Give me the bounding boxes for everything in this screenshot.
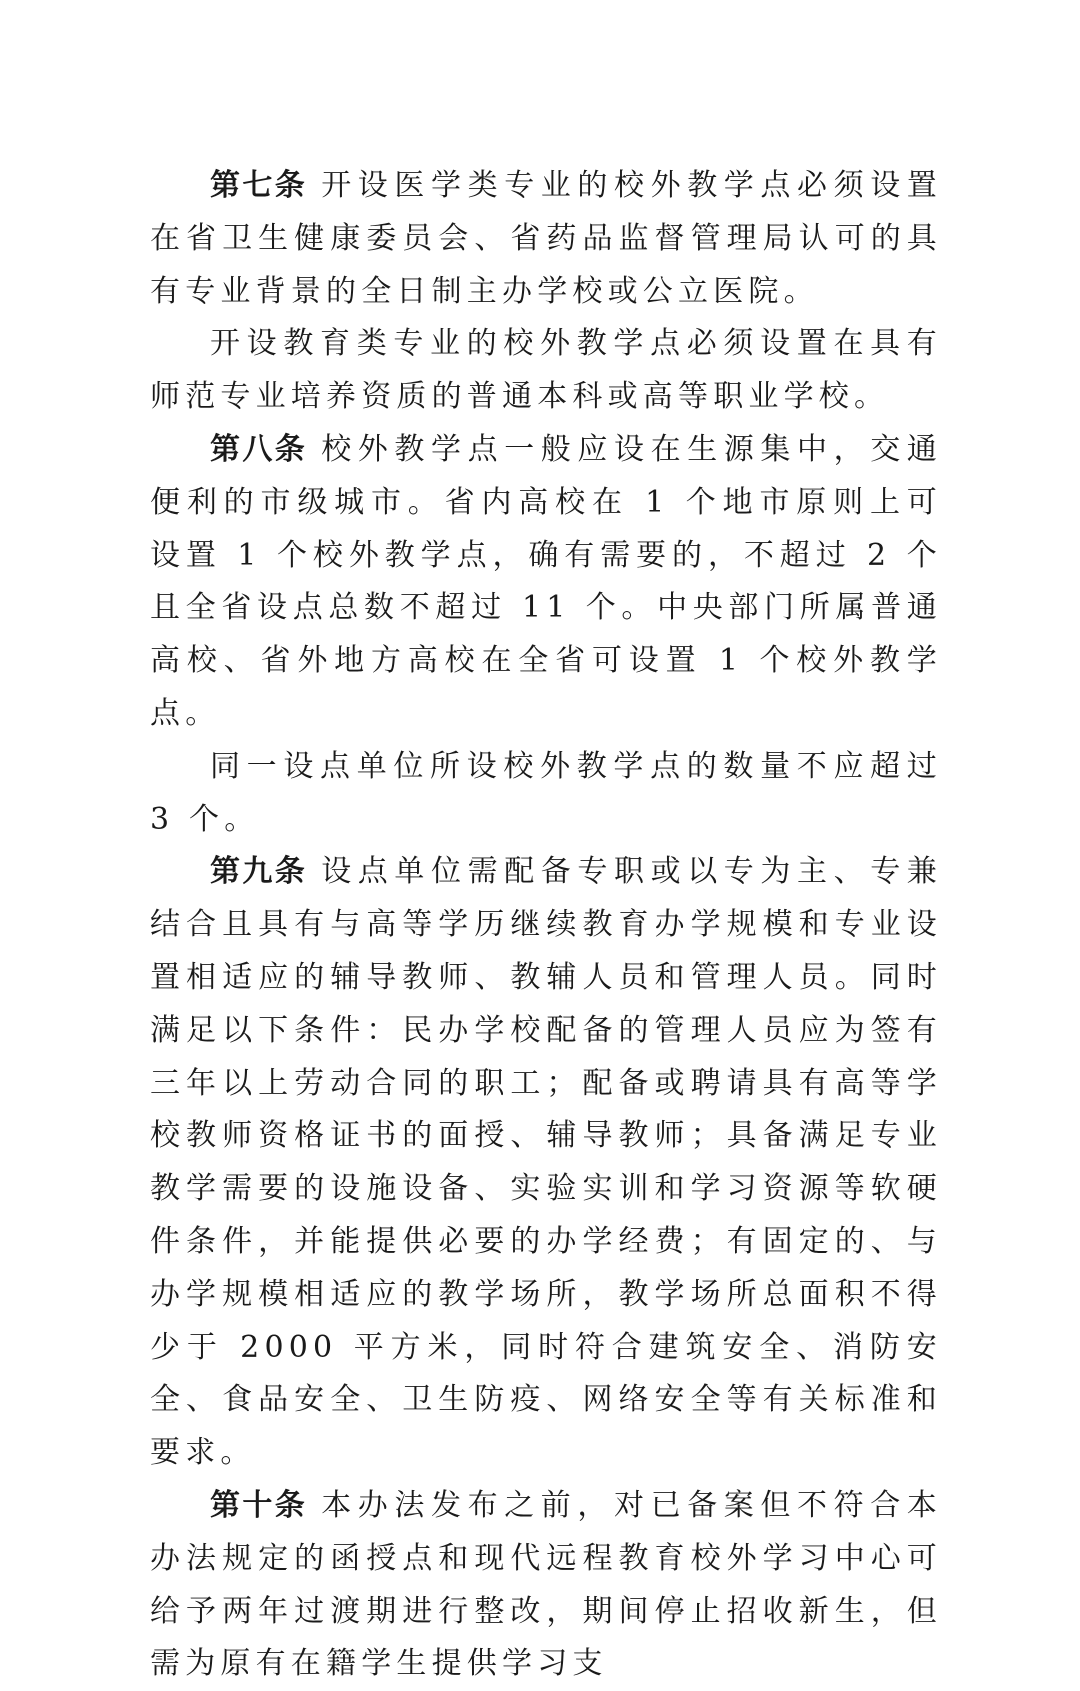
article-number: 第九条: [210, 854, 308, 890]
paragraph-article-10: [150, 1480, 942, 1691]
paragraph-text: 校外教学点一般应设在生源集中，交通便利的市级城市。省内高校在 1 个地市原则上可设置 1 个校外教学点，确有需要的，不超过 2 个且全省设点总数不超过 11 个。中央部门所属普通高校、省外地方高校在全省可设置 1 个校外教学点。: [150, 431, 942, 731]
paragraph-article-7: [150, 160, 942, 318]
paragraph-text: 开设教育类专业的校外教学点必须设置在具有师范专业培养资质的普通本科或高等职业学校。: [150, 326, 942, 415]
article-number: 第十条: [210, 1487, 308, 1523]
paragraph-text: 设点单位需配备专职或以专为主、专兼结合且具有与高等学历继续教育办学规模和专业设置相适应的辅导教师、教辅人员和管理人员。同时满足以下条件：民办学校配备的管理人员应为签有三年以上劳动合同的职工；配备或聘请具有高等学校教师资格证书的面授、辅导教师；具备满足专业教学需要的设施设备、实验实训和学习资源等软硬件条件，并能提供必要的办学经费；有固定的、与办学规模相适应的教学场所，教学场所总面积不得少于 2000 平方米，同时符合建筑安全、消防安全、食品安全、卫生防疫、网络安全等有关标准和要求。: [150, 854, 942, 1471]
article-number: 第七条: [210, 168, 308, 203]
document-page: [150, 160, 942, 1691]
paragraph-article-8-cont: [150, 741, 942, 847]
paragraph-text: 同一设点单位所设校外教学点的数量不应超过 3 个。: [150, 748, 942, 837]
paragraph-text: 开设医学类专业的校外教学点必须设置在省卫生健康委员会、省药品监督管理局认可的具有专业背景的全日制主办学校或公立医院。: [150, 168, 942, 309]
paragraph-article-8: [150, 424, 942, 741]
article-number: 第八条: [210, 431, 308, 467]
paragraph-text: 本办法发布之前，对已备案但不符合本办法规定的函授点和现代远程教育校外学习中心可给予两年过渡期进行整改，期间停止招收新生，但需为原有在籍学生提供学习支: [150, 1487, 942, 1682]
paragraph-article-7-cont: [150, 318, 942, 424]
paragraph-article-9: [150, 846, 942, 1480]
